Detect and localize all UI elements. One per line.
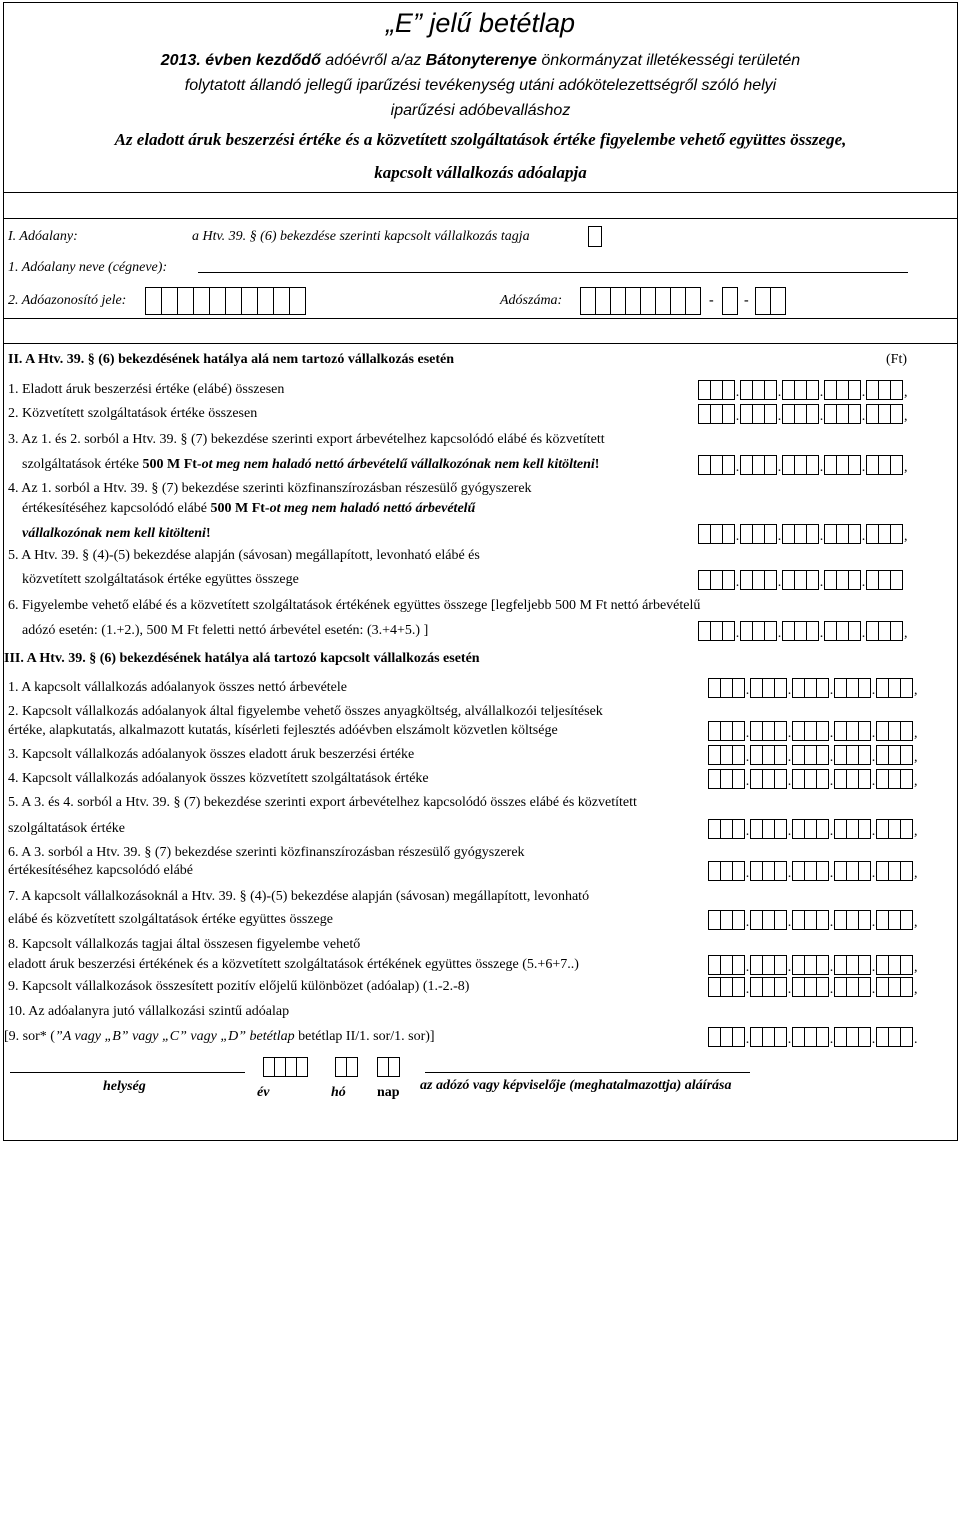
row-label: 3. Az 1. és 2. sorból a Htv. 39. § (7) bekezdése szerinti export árbevételhez kapcsolódó elábé és közvetített [8, 432, 605, 447]
amount-end-mark: , [914, 915, 918, 930]
amount-digit-box[interactable] [890, 524, 903, 544]
tax-number-digit-box[interactable] [640, 287, 656, 315]
threshold-text: 500 M Ft [210, 501, 265, 516]
date-digit-box[interactable] [388, 1057, 400, 1077]
form-subtitle-line-1: Az eladott áruk beszerzési értéke és a közvetített szolgáltatások értéke figyelembe vehető együttes összege, [114, 130, 847, 149]
thousands-separator: . [819, 385, 824, 400]
amount-digit-box[interactable] [816, 769, 829, 789]
thousands-separator: . [861, 409, 866, 424]
tax-number-digit-box[interactable] [595, 287, 611, 315]
thousands-separator: . [861, 385, 866, 400]
thousands-separator: . [745, 683, 750, 698]
thousands-separator: . [819, 575, 824, 590]
thousands-separator: . [777, 575, 782, 590]
tax-id-digit-box[interactable] [273, 287, 290, 315]
amount-digit-box[interactable] [848, 380, 861, 400]
tax-number-digit-box[interactable] [655, 287, 671, 315]
row-label: 7. A kapcsolt vállalkozásoknál a Htv. 39. § (4)-(5) bekezdése alapján (sávosan) megállapított, levonható [8, 889, 590, 904]
amount-digit-box[interactable] [774, 1027, 787, 1047]
tax-number-digit-box[interactable] [610, 287, 626, 315]
divider [3, 192, 958, 193]
row-label-continuation: eladott áruk beszerzési értékének és a közvetített szolgáltatások értékének együttes összege (5.+6+7..) [8, 957, 579, 972]
thousands-separator: . [735, 529, 740, 544]
thousands-separator: . [861, 575, 866, 590]
amount-digit-box[interactable] [900, 861, 913, 881]
label-text: betétlap II/1. sor/1. sor)] [294, 1029, 435, 1044]
row-label-continuation [22, 501, 475, 517]
amount-field-III-2[interactable] [708, 721, 920, 741]
amount-digit-box[interactable] [764, 380, 777, 400]
tax-id-digit-box[interactable] [257, 287, 274, 315]
amount-field-III-7[interactable] [708, 910, 920, 930]
amount-field-III-8[interactable] [708, 955, 920, 975]
amount-digit-box[interactable] [806, 455, 819, 475]
amount-digit-box[interactable] [858, 977, 871, 997]
amount-digit-box[interactable] [890, 455, 903, 475]
thousands-separator: . [871, 824, 876, 839]
signature-input[interactable] [425, 1058, 750, 1073]
thousands-separator: . [745, 774, 750, 789]
amount-end-mark: , [914, 750, 918, 765]
year-label: év [257, 1085, 270, 1100]
thousands-separator: . [829, 774, 834, 789]
thousands-separator: . [735, 460, 740, 475]
section-1-heading: I. Adóalany: [8, 229, 78, 244]
thousands-separator: . [819, 409, 824, 424]
amount-digit-box[interactable] [816, 977, 829, 997]
amount-digit-box[interactable] [732, 745, 745, 765]
intro-line-1 [3, 50, 958, 72]
row-label-continuation: elábé és közvetített szolgáltatások értéke együttes összege [8, 912, 333, 927]
row-label: 5. A Htv. 39. § (4)-(5) bekezdése alapján (sávosan) megállapított, levonható elábé és [8, 548, 480, 563]
row-label: 4. Kapcsolt vállalkozás adóalanyok összes közvetített szolgáltatások értéke [8, 771, 429, 786]
amount-field-III-1[interactable] [708, 678, 920, 698]
tax-id-boxes[interactable] [145, 287, 306, 315]
tax-number-dash: - [744, 293, 749, 308]
thousands-separator: . [829, 866, 834, 881]
amount-digit-box[interactable] [816, 745, 829, 765]
amount-field-III-5[interactable] [708, 819, 920, 839]
amount-digit-box[interactable] [722, 404, 735, 424]
thousands-separator: . [871, 960, 876, 975]
thousands-separator: . [861, 626, 866, 641]
row-label-continuation [4, 1029, 435, 1045]
row-label: 6. A 3. sorból a Htv. 39. § (7) bekezdése szerinti közfinanszírozásban részesülő gyógyszerek [8, 845, 525, 860]
amount-digit-box[interactable] [890, 621, 903, 641]
thousands-separator: . [829, 750, 834, 765]
date-digit-box[interactable] [296, 1057, 308, 1077]
row-label: 4. Az 1. sorból a Htv. 39. § (7) bekezdése szerinti közfinanszírozásban részesülő gyógyszerek [8, 481, 532, 496]
row-label-continuation: értékesítéséhez kapcsolódó elábé [8, 863, 194, 878]
amount-digit-box[interactable] [774, 769, 787, 789]
tax-number-digit-box[interactable] [722, 287, 738, 315]
amount-digit-box[interactable] [722, 380, 735, 400]
row-label: 9. Kapcsolt vállalkozások összesített pozitív előjelű különbözet (adóalap) (1.-2.-8) [8, 979, 470, 994]
amount-digit-box[interactable] [732, 861, 745, 881]
amount-digit-box[interactable] [890, 404, 903, 424]
thousands-separator: . [787, 750, 792, 765]
thousands-separator: . [787, 1032, 792, 1047]
related-company-member-label: a Htv. 39. § (6) bekezdése szerinti kapcsolt vállalkozás tagja [192, 229, 530, 244]
amount-digit-box[interactable] [858, 678, 871, 698]
amount-digit-box[interactable] [858, 769, 871, 789]
date-day-boxes[interactable] [377, 1057, 400, 1077]
company-name-input[interactable] [198, 258, 908, 273]
row-label: 2. Közvetített szolgáltatások értéke összesen [8, 406, 258, 421]
row-label-continuation [22, 526, 211, 542]
thousands-separator: . [745, 824, 750, 839]
amount-digit-box[interactable] [806, 570, 819, 590]
row-label-continuation: értéke, alapkutatás, alkalmazott kutatás, kísérleti fejlesztés adóévben elszámolt közvetlen költsége [8, 723, 558, 738]
related-company-member-checkbox[interactable] [588, 226, 602, 247]
amount-field-II-6[interactable] [698, 621, 910, 641]
amount-end-mark: , [914, 726, 918, 741]
amount-digit-box[interactable] [774, 955, 787, 975]
amount-digit-box[interactable] [816, 721, 829, 741]
date-year-boxes[interactable] [263, 1057, 308, 1077]
amount-field-II-3[interactable] [698, 455, 910, 475]
tax-number-digit-box[interactable] [755, 287, 771, 315]
amount-digit-box[interactable] [900, 819, 913, 839]
municipality-name: Bátonyterenye [425, 52, 537, 69]
form-title: „E” jelű betétlap [385, 8, 576, 38]
place-input[interactable] [10, 1058, 245, 1073]
amount-end-mark: , [904, 460, 908, 475]
tax-id-digit-box[interactable] [289, 287, 306, 315]
amount-digit-box[interactable] [774, 910, 787, 930]
instruction-text: -ot meg nem haladó nettó árbevételű vállalkozónak nem kell kitölteni [196, 457, 595, 472]
thousands-separator: . [777, 626, 782, 641]
amount-digit-box[interactable] [900, 955, 913, 975]
amount-digit-box[interactable] [900, 977, 913, 997]
thousands-separator: . [787, 866, 792, 881]
amount-digit-box[interactable] [816, 910, 829, 930]
thousands-separator: . [777, 460, 782, 475]
instruction-text: vállalkozónak nem kell kitölteni [22, 526, 206, 541]
currency-unit: (Ft) [886, 352, 907, 367]
amount-field-II-1[interactable] [698, 380, 910, 400]
amount-end-mark: , [914, 824, 918, 839]
thousands-separator: . [787, 726, 792, 741]
tax-number-core-boxes[interactable] [580, 287, 701, 315]
tax-number-vat-code-box[interactable] [722, 287, 738, 315]
thousands-separator: . [777, 529, 782, 544]
thousands-separator: . [871, 683, 876, 698]
row-label: 2. Kapcsolt vállalkozás adóalanyok által figyelembe vehető összes anyagköltség, alvállalkozói teljesítések [8, 704, 603, 719]
amount-end-mark: , [904, 529, 908, 544]
amount-digit-box[interactable] [848, 570, 861, 590]
amount-digit-box[interactable] [858, 721, 871, 741]
amount-digit-box[interactable] [900, 678, 913, 698]
amount-digit-box[interactable] [764, 570, 777, 590]
amount-digit-box[interactable] [732, 977, 745, 997]
amount-digit-box[interactable] [732, 955, 745, 975]
company-name-label: 1. Adóalany neve (cégneve): [8, 260, 168, 275]
amount-digit-box[interactable] [732, 1027, 745, 1047]
divider [3, 218, 958, 219]
amount-end-mark: , [914, 982, 918, 997]
thousands-separator: . [735, 409, 740, 424]
amount-digit-box[interactable] [848, 524, 861, 544]
thousands-separator: . [735, 385, 740, 400]
thousands-separator: . [787, 915, 792, 930]
intro-text: önkormányzat illetékességi területén [536, 52, 801, 69]
thousands-separator: . [829, 915, 834, 930]
amount-digit-box[interactable] [858, 910, 871, 930]
amount-digit-box[interactable] [816, 955, 829, 975]
amount-digit-box[interactable] [764, 621, 777, 641]
amount-digit-box[interactable] [774, 745, 787, 765]
thousands-separator: . [871, 750, 876, 765]
thousands-separator: . [829, 982, 834, 997]
thousands-separator: . [819, 460, 824, 475]
amount-digit-box[interactable] [732, 910, 745, 930]
row-label-continuation: szolgáltatások értéke [8, 821, 126, 836]
thousands-separator: . [777, 409, 782, 424]
amount-digit-box[interactable] [816, 678, 829, 698]
tax-id-digit-box[interactable] [145, 287, 162, 315]
amount-end-mark [903, 570, 910, 590]
thousands-separator: . [735, 626, 740, 641]
section-3-heading: III. A Htv. 39. § (6) bekezdésének hatálya alá tartozó kapcsolt vállalkozás esetén [4, 651, 480, 666]
day-label: nap [377, 1085, 400, 1100]
amount-digit-box[interactable] [816, 861, 829, 881]
thousands-separator: . [745, 750, 750, 765]
row-label: 1. Eladott áruk beszerzési értéke (elábé) összesen [8, 382, 285, 397]
place-label: helység [103, 1079, 146, 1094]
amount-digit-box[interactable] [732, 721, 745, 741]
thousands-separator: . [787, 774, 792, 789]
amount-digit-box[interactable] [900, 910, 913, 930]
amount-digit-box[interactable] [848, 404, 861, 424]
row-label-continuation [22, 457, 599, 473]
thousands-separator: . [829, 683, 834, 698]
tax-id-digit-box[interactable] [161, 287, 178, 315]
amount-field-III-4[interactable] [708, 769, 920, 789]
amount-digit-box[interactable] [848, 621, 861, 641]
amount-digit-box[interactable] [900, 1027, 913, 1047]
label-text: [9. sor* ( [4, 1029, 55, 1044]
thousands-separator: . [787, 824, 792, 839]
amount-field-III-9[interactable] [708, 977, 920, 997]
thousands-separator: . [787, 982, 792, 997]
tax-id-digit-box[interactable] [241, 287, 258, 315]
amount-digit-box[interactable] [722, 524, 735, 544]
amount-end-mark: , [914, 774, 918, 789]
amount-digit-box[interactable] [858, 819, 871, 839]
amount-digit-box[interactable] [764, 455, 777, 475]
thousands-separator: . [829, 1032, 834, 1047]
instruction-text: -ot meg nem haladó nettó árbevételű [264, 501, 476, 516]
tax-id-label: 2. Adóazonosító jele: [8, 293, 127, 308]
intro-line-2: folytatott állandó jellegű iparűzési tevékenység utáni adókötelezettségről szóló helyi [184, 77, 777, 94]
row-label-continuation: közvetített szolgáltatások értéke együttes összege [22, 572, 299, 587]
label-text: szolgáltatások értéke [22, 457, 143, 472]
amount-digit-box[interactable] [722, 570, 735, 590]
intro-text: adóévről a/az [320, 52, 426, 69]
thousands-separator: . [787, 960, 792, 975]
amount-digit-box[interactable] [732, 769, 745, 789]
row-label: 5. A 3. és 4. sorból a Htv. 39. § (7) bekezdése szerinti export árbevételhez kapcsolódó összes elábé és közvetített [8, 795, 637, 810]
thousands-separator: . [745, 726, 750, 741]
amount-end-mark: , [914, 683, 918, 698]
amount-digit-box[interactable] [900, 745, 913, 765]
amount-digit-box[interactable] [722, 621, 735, 641]
label-text: ”A vagy „B” vagy „C” vagy „D” betétlap [54, 1029, 295, 1044]
tax-number-dash: - [709, 293, 714, 308]
amount-digit-box[interactable] [774, 861, 787, 881]
thousands-separator: . [829, 726, 834, 741]
amount-field-II-2[interactable] [698, 404, 910, 424]
tax-number-digit-box[interactable] [670, 287, 686, 315]
thousands-separator: . [861, 529, 866, 544]
divider [3, 343, 958, 344]
amount-end-mark: , [914, 960, 918, 975]
thousands-separator: . [871, 982, 876, 997]
divider [3, 318, 958, 319]
amount-digit-box[interactable] [858, 1027, 871, 1047]
tax-year-text: 2013. évben kezdődő [160, 52, 321, 69]
tax-number-digit-box[interactable] [625, 287, 641, 315]
row-label: 10. Az adóalanyra jutó vállalkozási szintű adóalap [8, 1004, 290, 1019]
amount-digit-box[interactable] [890, 570, 903, 590]
thousands-separator: . [745, 960, 750, 975]
thousands-separator: . [777, 385, 782, 400]
amount-digit-box[interactable] [900, 721, 913, 741]
amount-digit-box[interactable] [764, 404, 777, 424]
thousands-separator: . [871, 1032, 876, 1047]
amount-digit-box[interactable] [732, 819, 745, 839]
thousands-separator: . [829, 960, 834, 975]
amount-digit-box[interactable] [858, 861, 871, 881]
amount-end-mark: , [904, 409, 908, 424]
amount-field-III-10[interactable] [708, 1027, 920, 1047]
thousands-separator: . [745, 915, 750, 930]
tax-number-county-boxes[interactable] [755, 287, 786, 315]
amount-digit-box[interactable] [722, 455, 735, 475]
amount-end-mark: , [914, 866, 918, 881]
amount-digit-box[interactable] [764, 524, 777, 544]
tax-number-digit-box[interactable] [685, 287, 701, 315]
thousands-separator: . [787, 683, 792, 698]
amount-digit-box[interactable] [806, 621, 819, 641]
amount-digit-box[interactable] [816, 819, 829, 839]
row-label: 1. A kapcsolt vállalkozás adóalanyok összes nettó árbevétele [8, 680, 348, 695]
intro-line-3: iparűzési adóbevalláshoz [390, 102, 571, 119]
tax-number-digit-box[interactable] [580, 287, 596, 315]
amount-digit-box[interactable] [848, 455, 861, 475]
label-text: ! [205, 526, 211, 541]
amount-end-mark: , [904, 626, 908, 641]
form-subtitle-line-2: kapcsolt vállalkozás adóalapja [374, 163, 587, 182]
amount-digit-box[interactable] [774, 678, 787, 698]
amount-digit-box[interactable] [900, 769, 913, 789]
month-label: hó [331, 1085, 346, 1100]
amount-field-III-6[interactable] [708, 861, 920, 881]
amount-digit-box[interactable] [774, 721, 787, 741]
amount-digit-box[interactable] [806, 524, 819, 544]
signature-label: az adózó vagy képviselője (meghatalmazottja) aláírása [420, 1078, 732, 1093]
thousands-separator: . [871, 866, 876, 881]
row-label: 6. Figyelembe vehető elábé és a közvetített szolgáltatások értékének együttes összege [legfeljebb 500 M Ft nettó árbevételű [8, 598, 701, 613]
amount-field-II-5[interactable] [698, 570, 910, 590]
row-label-continuation: adózó esetén: (1.+2.), 500 M Ft feletti nettó árbevétel esetén: (3.+4+5.) ] [22, 623, 429, 638]
thousands-separator: . [871, 774, 876, 789]
thousands-separator: . [735, 575, 740, 590]
thousands-separator: . [871, 726, 876, 741]
section-2-heading: II. A Htv. 39. § (6) bekezdésének hatálya alá nem tartozó vállalkozás esetén [8, 352, 455, 367]
row-label: 8. Kapcsolt vállalkozás tagjai által összesen figyelembe vehető [8, 937, 361, 952]
tax-id-digit-box[interactable] [193, 287, 210, 315]
amount-digit-box[interactable] [890, 380, 903, 400]
tax-number-label: Adószáma: [500, 293, 563, 308]
tax-id-digit-box[interactable] [225, 287, 242, 315]
checkbox[interactable] [588, 226, 602, 247]
row-label: 3. Kapcsolt vállalkozás adóalanyok összes eladott áruk beszerzési értéke [8, 747, 415, 762]
threshold-text: 500 M Ft [142, 457, 197, 472]
thousands-separator: . [819, 529, 824, 544]
amount-digit-box[interactable] [858, 745, 871, 765]
label-text: ! [594, 457, 600, 472]
amount-field-III-3[interactable] [708, 745, 920, 765]
date-digit-box[interactable] [346, 1057, 358, 1077]
amount-digit-box[interactable] [858, 955, 871, 975]
date-month-boxes[interactable] [335, 1057, 358, 1077]
tax-id-digit-box[interactable] [209, 287, 226, 315]
amount-digit-box[interactable] [774, 819, 787, 839]
thousands-separator: . [829, 824, 834, 839]
thousands-separator: . [819, 626, 824, 641]
thousands-separator: . [745, 866, 750, 881]
thousands-separator: . [861, 460, 866, 475]
amount-digit-box[interactable] [816, 1027, 829, 1047]
amount-digit-box[interactable] [806, 404, 819, 424]
amount-end-mark: . [914, 1032, 918, 1047]
thousands-separator: . [871, 915, 876, 930]
label-text: értékesítéséhez kapcsolódó elábé [22, 501, 211, 516]
thousands-separator: . [745, 1032, 750, 1047]
amount-digit-box[interactable] [806, 380, 819, 400]
amount-end-mark: , [904, 385, 908, 400]
amount-digit-box[interactable] [732, 678, 745, 698]
tax-id-digit-box[interactable] [177, 287, 194, 315]
thousands-separator: . [745, 982, 750, 997]
tax-number-digit-box[interactable] [770, 287, 786, 315]
amount-field-II-4[interactable] [698, 524, 910, 544]
amount-digit-box[interactable] [774, 977, 787, 997]
